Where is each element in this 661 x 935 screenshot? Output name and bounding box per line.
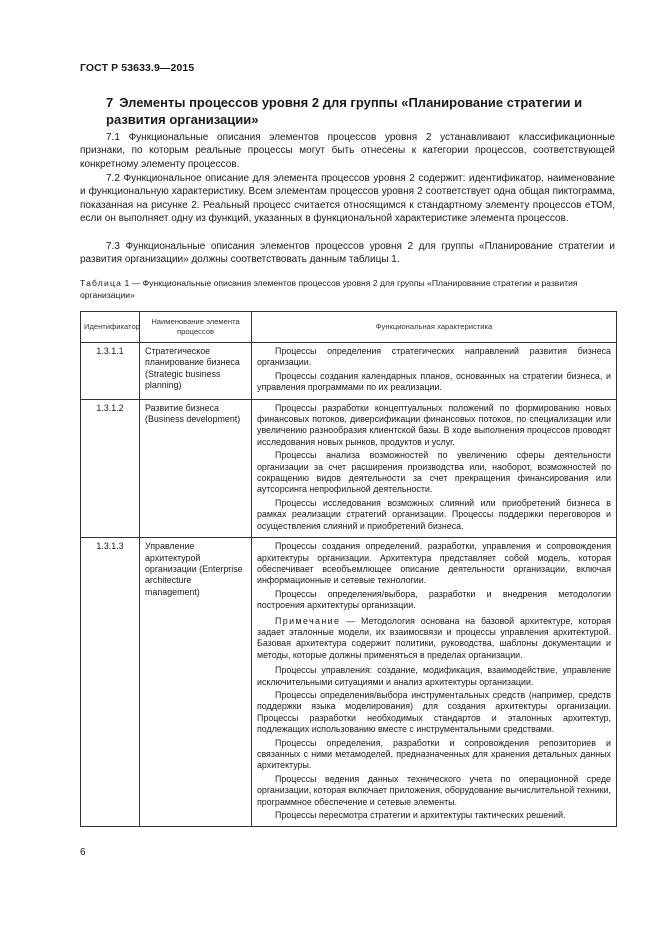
row-identifier: 1.3.1.1 xyxy=(81,343,140,400)
description-paragraph: Процессы определения, разработки и сопровождения репозиториев и связанных с ними метамоделей, предназначенных для хранения детальных данных архитектуры. xyxy=(257,737,611,771)
note-label: Примечание xyxy=(275,615,341,626)
description-paragraph: Процессы разработки концептуальных положений по формированию новых финансовых потоков, диверсификации финансовых потоков, по специализации или увеличению разнообразия клиентской базы. В ходе выполнения процессов проводят исследования новых рынков, продуктов и услуг. xyxy=(257,402,611,447)
header-functional-characteristic: Функциональная характеристика xyxy=(252,312,617,343)
description-paragraph: Процессы управления: создание, модификация, взаимодействие, управление исключительными ситуациями и анализ архитектуры организации. xyxy=(257,665,611,687)
section-title xyxy=(106,94,596,128)
description-paragraph: Процессы исследования возможных слияний или приобретений бизнеса в рамках реализации стратегий организации. Процессы поддержки переговоров и осуществления слияний и приобретений бизнеса. xyxy=(257,497,611,531)
description-paragraph: Процессы анализа возможностей по увеличению сферы деятельности организации за счет расширения производства или, наоборот, возможностей по сокращению видов деятельности за счет прекращения финансирования или аутсорсинга непрофильной деятельности. xyxy=(257,450,611,495)
description-paragraph: Процессы пересмотра стратегии и архитектуры тактических решений. xyxy=(275,810,566,821)
row-description xyxy=(252,343,617,400)
functional-descriptions-table xyxy=(80,311,617,827)
description-paragraph: Процессы определения стратегических направлений развития бизнеса организации. xyxy=(257,346,611,368)
table-caption-label: Таблица xyxy=(80,278,123,288)
table-row xyxy=(81,343,617,400)
page-number: 6 xyxy=(80,847,86,858)
table-caption-text: 1 — Функциональные описания элементов процессов уровня 2 для группы «Планирование стратегии и развития организации» xyxy=(80,278,578,300)
paragraph-7-1: 7.1 Функциональные описания элементов процессов уровня 2 устанавливают классификационные признаки, по которым реальные процессы могут быть отнесены к категории процессов, соответствующей конкретному элементу процессов. xyxy=(80,132,615,170)
header-identifier: Идентификатор xyxy=(81,312,140,343)
description-paragraph: Процессы создания календарных планов, основанных на стратегии бизнеса, и управления программами по их реализации. xyxy=(257,370,611,393)
standard-header: ГОСТ Р 53633.9—2015 xyxy=(80,62,195,74)
table-caption xyxy=(80,278,620,301)
table-header-row xyxy=(81,312,617,343)
row-element-name: Развитие бизнеса (Business development) xyxy=(140,399,252,537)
note-paragraph xyxy=(257,616,611,662)
description-paragraph: Процессы создания определений, разработки, управления и сопровождения архитектуры организации. Архитектура представляет собой модель, которая обеспечивает всеобъемлющее описание деятельности организации, включая информационные и сетевые технологии. xyxy=(257,541,611,586)
paragraph-7-3: 7.3 Функциональные описания элементов процессов уровня 2 для группы «Планирование стратегии и развития организации» должны соответствовать данным таблицы 1. xyxy=(80,241,615,266)
row-element-name: Управление архитектурой организации (Enterprise architecture management) xyxy=(140,538,252,827)
row-identifier: 1.3.1.2 xyxy=(81,399,140,537)
description-paragraph: Процессы определения/выбора, разработки и внедрения методологии построения архитектуры организации. xyxy=(257,588,611,611)
paragraph-7-2: 7.2 Функциональное описание для элемента процессов уровня 2 содержит: идентификатор, наименование и функциональную характеристику. Всем элементам процессов уровня 2 соответствует одна общая пиктограмма, показанная на рисунке 2. Реальный процесс считается относящимся к стандартному элементу процессов еТОМ, если он выполняет одну из функций, указанных в функциональной характеристике элемента процессов. xyxy=(80,173,615,225)
description-paragraph: Процессы ведения данных технического учета по операционной среде организации, которая включает приложения, оборудование вычислительной техники, программное обеспечение и сетевые элементы. xyxy=(257,773,611,807)
table-row xyxy=(81,399,617,537)
row-element-name: Стратегическое планирование бизнеса (Strategic business planning) xyxy=(140,343,252,400)
row-description xyxy=(252,399,617,537)
row-identifier: 1.3.1.3 xyxy=(81,538,140,827)
note-text: — Методология основана на базовой архитектуре, которая задает эталонные модели, их взаимосвязи и процессы управления архитектурой. Базовая архитектура содержит политики, руководства, шаблоны документации и методы, которые должны применяться в пределах организации. xyxy=(257,615,611,660)
header-element-name: Наименование элемента процессов xyxy=(140,312,252,343)
section-number: 7 xyxy=(106,95,114,110)
row-description xyxy=(252,538,617,827)
section-title-text: Элементы процессов уровня 2 для группы «Планирование стратегии и развития организации» xyxy=(106,95,583,127)
description-paragraph: Процессы определения/выбора инструментальных средств (например, средств поддержки языка моделирования) для создания архитектуры организации. Процессы разработки необходимых стандартов и эталонных архитектур, подлежащих использованию вместе с инструментальными средствами. xyxy=(257,689,611,735)
table-row xyxy=(81,538,617,827)
